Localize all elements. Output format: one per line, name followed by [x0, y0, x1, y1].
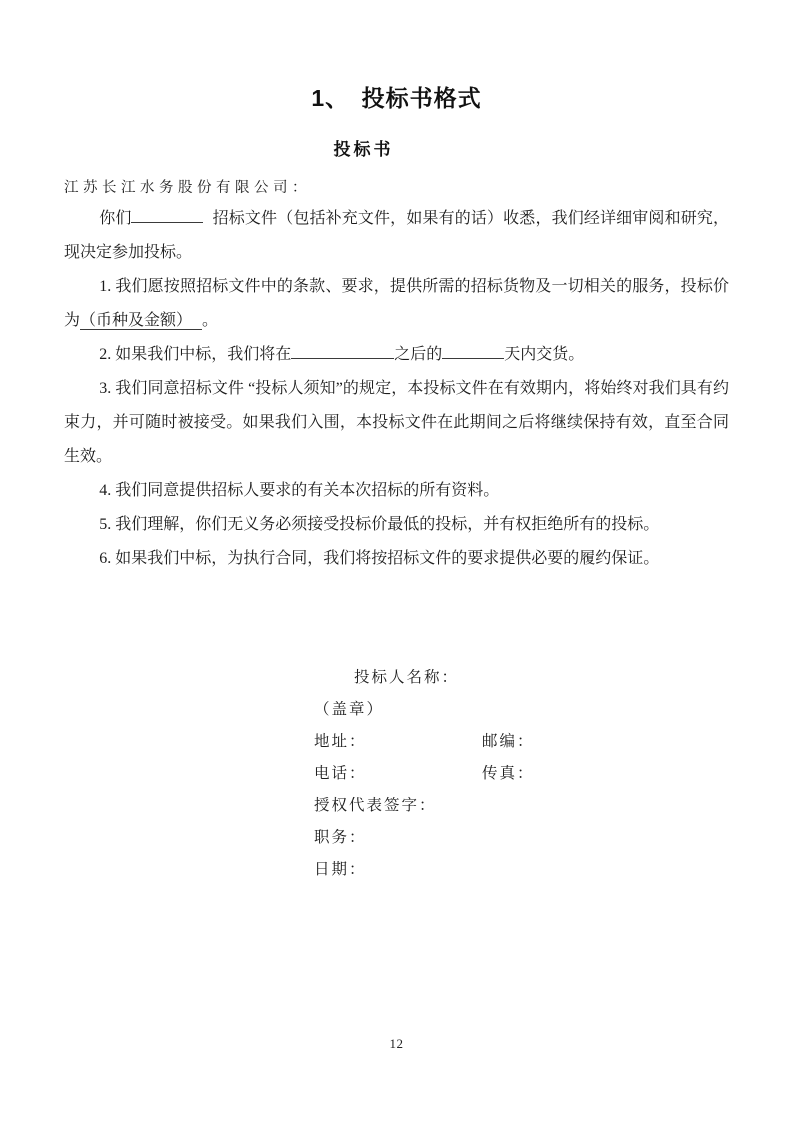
underlined-currency-amount: （币种及金额）	[80, 312, 202, 330]
position-label: 职务：	[314, 829, 367, 846]
paragraph-2-text-mid: 之后的	[394, 346, 443, 363]
address-label: 地址：	[314, 733, 367, 750]
paragraph-1-text: 1. 我们愿按照招标文件中的条款、要求，提供所需的招标货物及一切相关的服务，投标价为	[64, 278, 729, 329]
seal-label: （盖章）	[314, 701, 385, 718]
blank-delivery-after	[291, 343, 394, 359]
paragraph-intro	[64, 202, 729, 270]
paragraph-3: 3. 我们同意招标文件 “投标人须知”的规定，本投标文件在有效期内，将始终对我们具有约束力，并可随时被接受。如果我们入围，本投标文件在此期间之后将继续保持有效，直至合同生效。	[64, 380, 729, 465]
position-row	[314, 822, 729, 854]
phone-label: 电话：	[314, 765, 367, 782]
signature-block	[314, 662, 729, 886]
blank-delivery-days	[442, 343, 504, 359]
intro-text-pre: 你们	[99, 210, 132, 227]
bidder-name-label: 投标人名称：	[354, 669, 460, 686]
paragraph-5: 5. 我们理解，你们无义务必须接受投标价最低的投标，并有权拒绝所有的投标。	[99, 516, 660, 533]
bidder-name-row	[314, 662, 729, 694]
address-postcode-row	[314, 726, 729, 758]
page-title: 1、 投标书格式	[311, 85, 482, 111]
intro-text-post: 招标文件（包括补充文件，如果有的话）收悉，我们经详细审阅和研究，现决定参加投标。	[64, 210, 729, 261]
seal-row	[314, 694, 729, 726]
paragraph-2-text-pre: 2. 如果我们中标，我们将在	[99, 346, 292, 363]
date-label: 日期：	[314, 861, 367, 878]
fax-label: 传真：	[482, 765, 535, 782]
page-number: 12	[389, 1036, 404, 1051]
paragraph-6: 6. 如果我们中标，为执行合同，我们将按招标文件的要求提供必要的履约保证。	[99, 550, 660, 567]
paragraph-1	[64, 270, 729, 338]
form-title: 投标书	[333, 140, 394, 159]
authorized-rep-signature-label: 授权代表签字：	[314, 797, 437, 814]
salutation: 江苏长江水务股份有限公司：	[64, 180, 311, 196]
paragraph-4: 4. 我们同意提供招标人要求的有关本次招标的所有资料。	[99, 482, 500, 499]
paragraph-2-text-post: 天内交货。	[504, 346, 585, 363]
paragraph-1-period: 。	[202, 312, 219, 329]
paragraph-2	[64, 338, 729, 372]
phone-fax-row	[314, 758, 729, 790]
date-row	[314, 854, 729, 886]
blank-tender-reference	[131, 207, 203, 223]
authorized-rep-row	[314, 790, 729, 822]
postcode-label: 邮编：	[482, 733, 535, 750]
